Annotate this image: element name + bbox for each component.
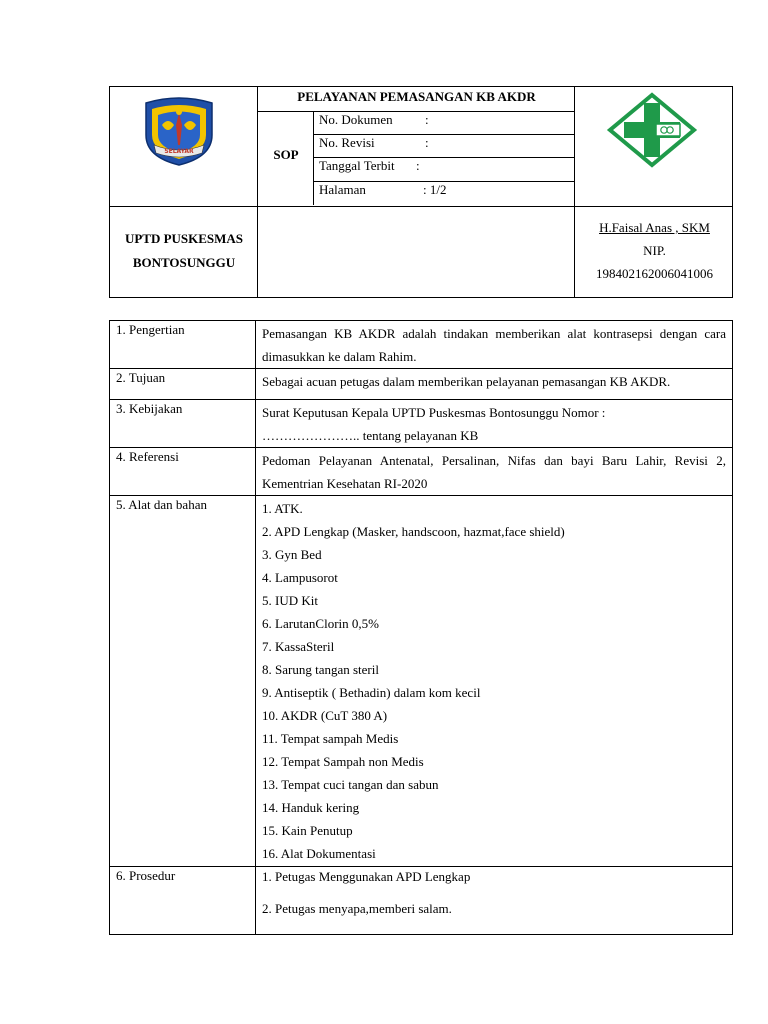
procedure-list [256, 867, 732, 924]
list-item: 2. Petugas menyapa,memberi salam. [262, 901, 452, 916]
field-value-no-revisi: : [425, 135, 429, 150]
list-item: 1. Petugas Menggunakan APD Lengkap [262, 869, 471, 884]
nip-number: 198402162006041006 [596, 266, 713, 281]
sop-header-table [109, 86, 733, 298]
list-item: 3. Gyn Bed [262, 547, 322, 562]
list-item: 12. Tempat Sampah non Medis [262, 754, 424, 769]
field-label-no-dokumen: No. Dokumen [319, 112, 393, 127]
org-line-1: UPTD PUSKESMAS [124, 231, 244, 246]
section-text: Surat Keputusan Kepala UPTD Puskesmas Bontosunggu Nomor : [262, 405, 606, 420]
list-item: 2. APD Lengkap (Masker, handscoon, hazmat,face shield) [262, 524, 565, 539]
divider [257, 111, 574, 112]
document-title: PELAYANAN PEMASANGAN KB AKDR [297, 89, 536, 104]
field-label-halaman: Halaman [319, 182, 366, 197]
section-text: Pedoman Pelayanan Antenatal, Persalinan, Nifas dan bayi Baru Lahir, Revisi 2, Kementrian Kesehatan RI-2020 [262, 453, 726, 491]
table-row [110, 400, 733, 448]
field-value-no-dokumen: : [425, 112, 429, 127]
puskesmas-health-logo [606, 91, 698, 173]
table-row [110, 867, 733, 935]
list-item: 9. Antiseptik ( Bethadin) dalam kom kecil [262, 685, 481, 700]
list-item: 1. ATK. [262, 501, 303, 516]
field-label-no-revisi: No. Revisi [319, 135, 375, 150]
field-value-tanggal-terbit: : [416, 158, 420, 173]
section-label: 4. Referensi [116, 449, 179, 464]
field-value-halaman: : 1/2 [423, 182, 447, 197]
emblem-banner-text: SELAYAR [164, 148, 194, 155]
table-row [110, 369, 733, 400]
sop-content-table [109, 320, 733, 935]
table-row [110, 448, 733, 496]
table-row [110, 496, 733, 867]
list-item: 13. Tempat cuci tangan dan sabun [262, 777, 439, 792]
section-text: Pemasangan KB AKDR adalah tindakan memberikan alat kontrasepsi dengan cara dimasukkan ke dalam Rahim. [262, 326, 726, 364]
selayar-regency-emblem [140, 95, 218, 171]
signer-name: H.Faisal Anas , SKM [599, 220, 710, 235]
organization-name [110, 227, 258, 275]
sop-label: SOP [273, 147, 299, 162]
list-item: 8. Sarung tangan steril [262, 662, 379, 677]
section-label: 5. Alat dan bahan [116, 497, 207, 512]
table-row [110, 321, 733, 369]
section-label: 3. Kebijakan [116, 401, 183, 416]
org-line-2: BONTOSUNGGU [132, 255, 236, 270]
list-item: 5. IUD Kit [262, 593, 318, 608]
nip-label: NIP. [643, 243, 666, 258]
section-text: Sebagai acuan petugas dalam memberikan pelayanan pemasangan KB AKDR. [262, 374, 671, 389]
section-text: ………………….. tentang pelayanan KB [262, 428, 479, 443]
list-item: 6. LarutanClorin 0,5% [262, 616, 379, 631]
list-item: 15. Kain Penutup [262, 823, 353, 838]
section-label: 6. Prosedur [116, 868, 176, 883]
signatory-block [575, 216, 734, 285]
divider [110, 206, 732, 207]
list-item: 10. AKDR (CuT 380 A) [262, 708, 388, 723]
equipment-list [256, 496, 732, 866]
list-item: 14. Handuk kering [262, 800, 360, 815]
list-item: 11. Tempat sampah Medis [262, 731, 399, 746]
list-item: 7. KassaSteril [262, 639, 335, 654]
section-label: 2. Tujuan [116, 370, 166, 385]
list-item: 4. Lampusorot [262, 570, 338, 585]
field-label-tanggal-terbit: Tanggal Terbit [319, 158, 395, 173]
list-item: 16. Alat Dokumentasi [262, 846, 376, 861]
section-label: 1. Pengertian [116, 322, 185, 337]
